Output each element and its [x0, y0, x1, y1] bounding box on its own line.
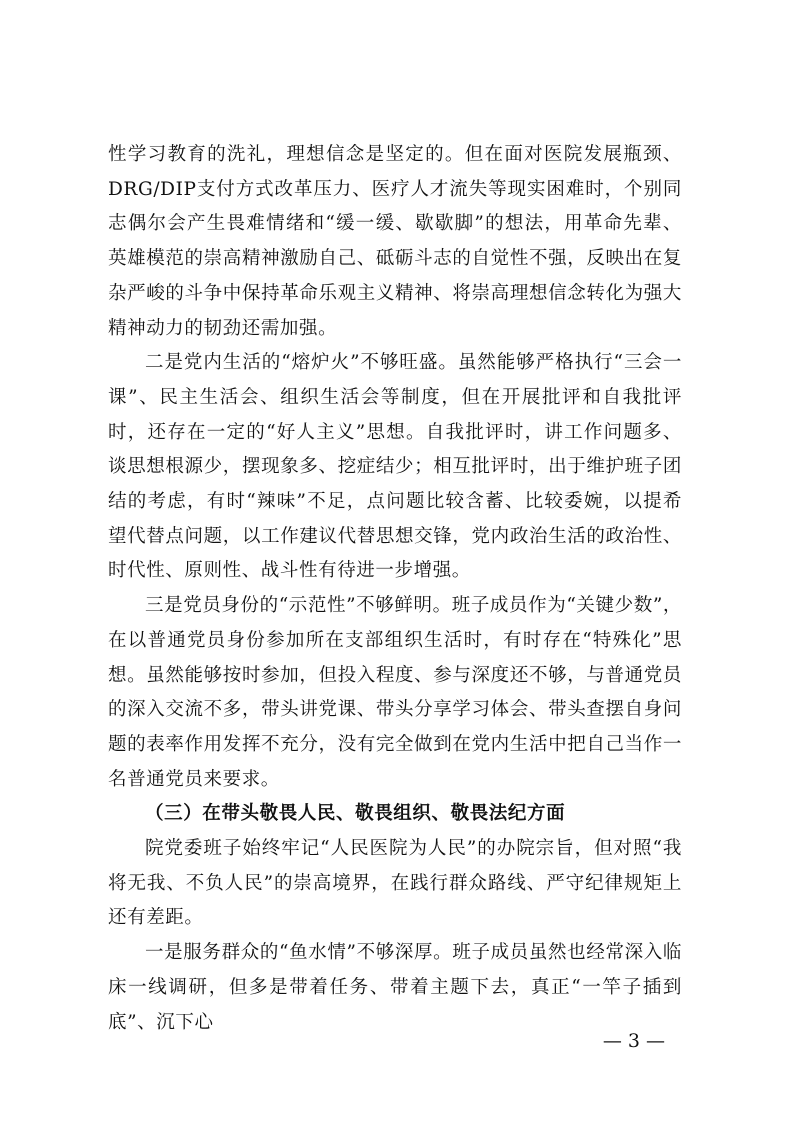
paragraph-continuation: 性学习教育的洗礼，理想信念是坚定的。但在面对医院发展瓶颈、DRG/DIP支付方式改革压力、医疗人才流失等现实困难时，个别同志偶尔会产生畏难情绪和“缓一缓、歇歇脚”的想法，用革命先辈、英雄模范的崇高精神激励自己、砥砺斗志的自觉性不强，反映出在复杂严峻的斗争中保持革命乐观主义精神、将崇高理想信念转化为强大精神动力的韧劲还需加强。 [108, 144, 682, 339]
paragraph-serving-masses: 一是服务群众的“鱼水情”不够深厚。班子成员虽然也经常深入临床一线调研，但多是带着任务、带着主题下去，真正“一竿子插到底”、沉下心 [108, 942, 682, 1033]
page-number: — 3 — [602, 1030, 665, 1052]
document-body [108, 138, 682, 1040]
section-heading: （三）在带头敬畏人民、敬畏组织、敬畏法纪方面 [145, 803, 566, 825]
paragraph-purpose: 院党委班子始终牢记“人民医院为人民”的办院宗旨，但对照“我将无我、不负人民”的崇高境界，在践行群众路线、严守纪律规矩上还有差距。 [108, 838, 682, 929]
paragraph-party-life: 二是党内生活的“熔炉火”不够旺盛。虽然能够严格执行“三会一课”、民主生活会、组织生活会等制度，但在开展批评和自我批评时，还存在一定的“好人主义”思想。自我批评时，讲工作问题多、谈思想根源少，摆现象多、挖症结少；相互批评时，出于维护班子团结的考虑，有时“辣味”不足，点问题比较含蓄、比较委婉，以提希望代替点问题，以工作建议代替思想交锋，党内政治生活的政治性、时代性、原则性、战斗性有待进一步增强。 [108, 352, 682, 582]
paragraph-member-example: 三是党员身份的“示范性”不够鲜明。班子成员作为“关键少数”，在以普通党员身份参加所在支部组织生活时，有时存在“特殊化”思想。虽然能够按时参加，但投入程度、参与深度还不够，与普通党员的深入交流不多，带头讲党课、带头分享学习体会、带头查摆自身问题的表率作用发挥不充分，没有完全做到在党内生活中把自己当作一名普通党员来要求。 [108, 595, 682, 790]
